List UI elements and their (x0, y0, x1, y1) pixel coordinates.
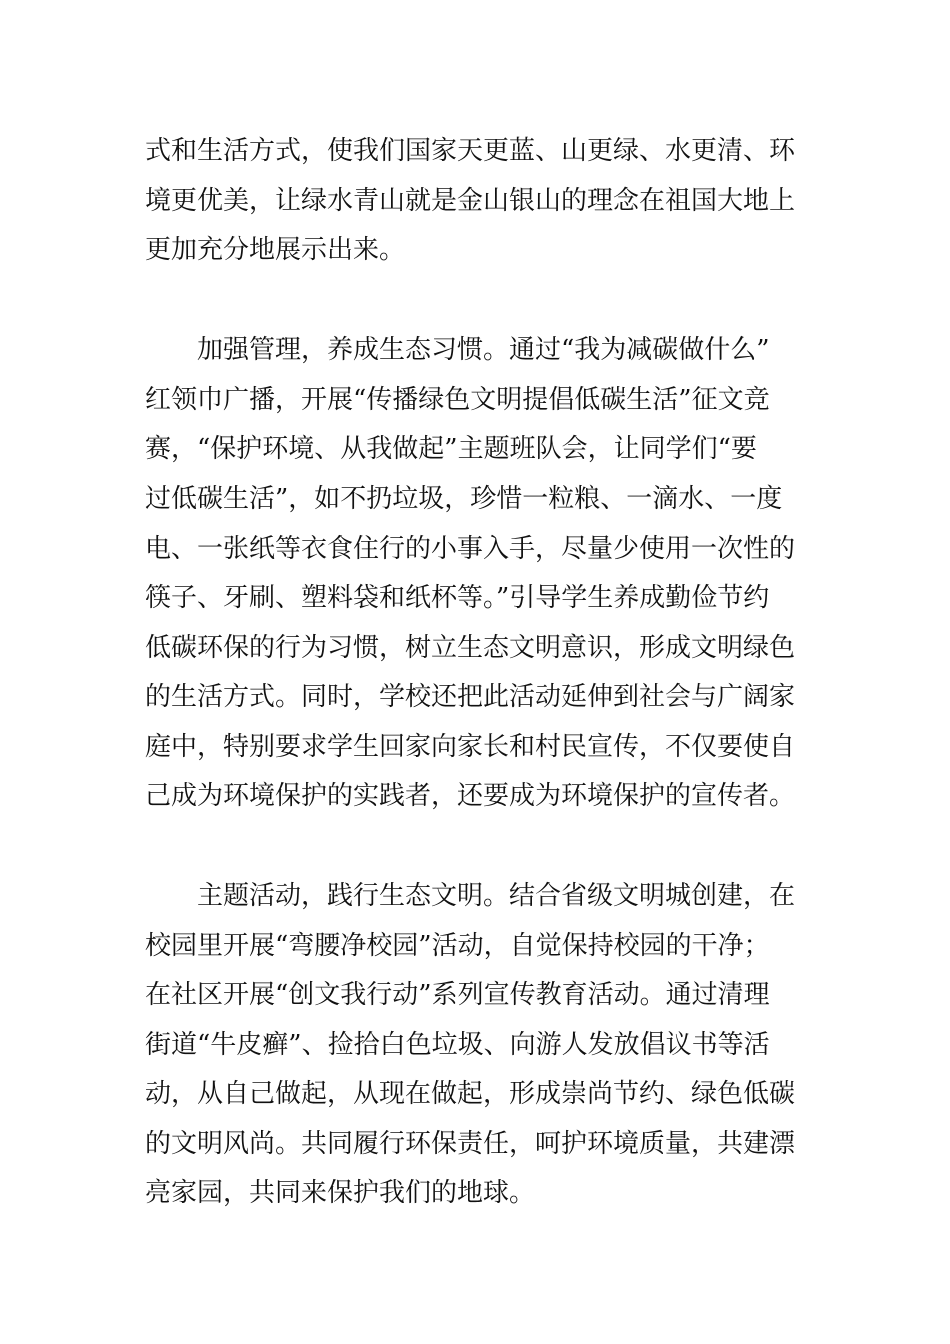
paragraph-1-line-3: 更加充分地展示出来。 (145, 235, 406, 265)
paragraph-2-line-7: 低碳环保的行为习惯，树立生态文明意识，形成文明绿色 (145, 633, 796, 663)
paragraph-1-line-1: 式和生活方式，使我们国家天更蓝、山更绿、水更清、环 (145, 136, 796, 166)
paragraph-2-line-1: 加强管理，养成生态习惯。通过“我为减碳做什么” (197, 335, 770, 365)
paragraph-3-line-7: 亮家园，共同来保护我们的地球。 (145, 1178, 536, 1208)
paragraph-3-line-5: 动，从自己做起，从现在做起，形成崇尚节约、绿色低碳 (145, 1079, 796, 1109)
paragraph-2-line-6: 筷子、牙刷、塑料袋和纸杯等。”引导学生养成勤俭节约 (145, 583, 770, 613)
paragraph-1-line-2: 境更优美，让绿水青山就是金山银山的理念在祖国大地上 (145, 186, 796, 216)
paragraph-2-line-10: 己成为环境保护的实践者，还要成为环境保护的宣传者。 (145, 781, 796, 811)
paragraph-2-line-4: 过低碳生活”，如不扔垃圾，珍惜一粒粮、一滴水、一度 (145, 484, 783, 514)
paragraph-3-line-4: 街道“牛皮癣”、捡拾白色垃圾、向游人发放倡议书等活 (145, 1030, 770, 1060)
paragraph-3-line-2: 校园里开展“弯腰净校园”活动，自觉保持校园的干净； (145, 931, 770, 961)
paragraph-2-line-2: 红领巾广播，开展“传播绿色文明提倡低碳生活”征文竞 (145, 385, 770, 415)
paragraph-3-line-6: 的文明风尚。共同履行环保责任，呵护环境质量，共建漂 (145, 1129, 796, 1159)
paragraph-2-line-5: 电、一张纸等衣食住行的小事入手，尽量少使用一次性的 (145, 534, 796, 564)
paragraph-2-line-3: 赛，“保护环境、从我做起”主题班队会，让同学们“要 (145, 434, 757, 464)
paragraph-3-line-3: 在社区开展“创文我行动”系列宣传教育活动。通过清理 (145, 980, 770, 1010)
paragraph-2-line-9: 庭中，特别要求学生回家向家长和村民宣传，不仅要使自 (145, 732, 796, 762)
paragraph-3-line-1: 主题活动，践行生态文明。结合省级文明城创建，在 (197, 881, 796, 911)
paragraph-2-line-8: 的生活方式。同时，学校还把此活动延伸到社会与广阔家 (145, 682, 796, 712)
